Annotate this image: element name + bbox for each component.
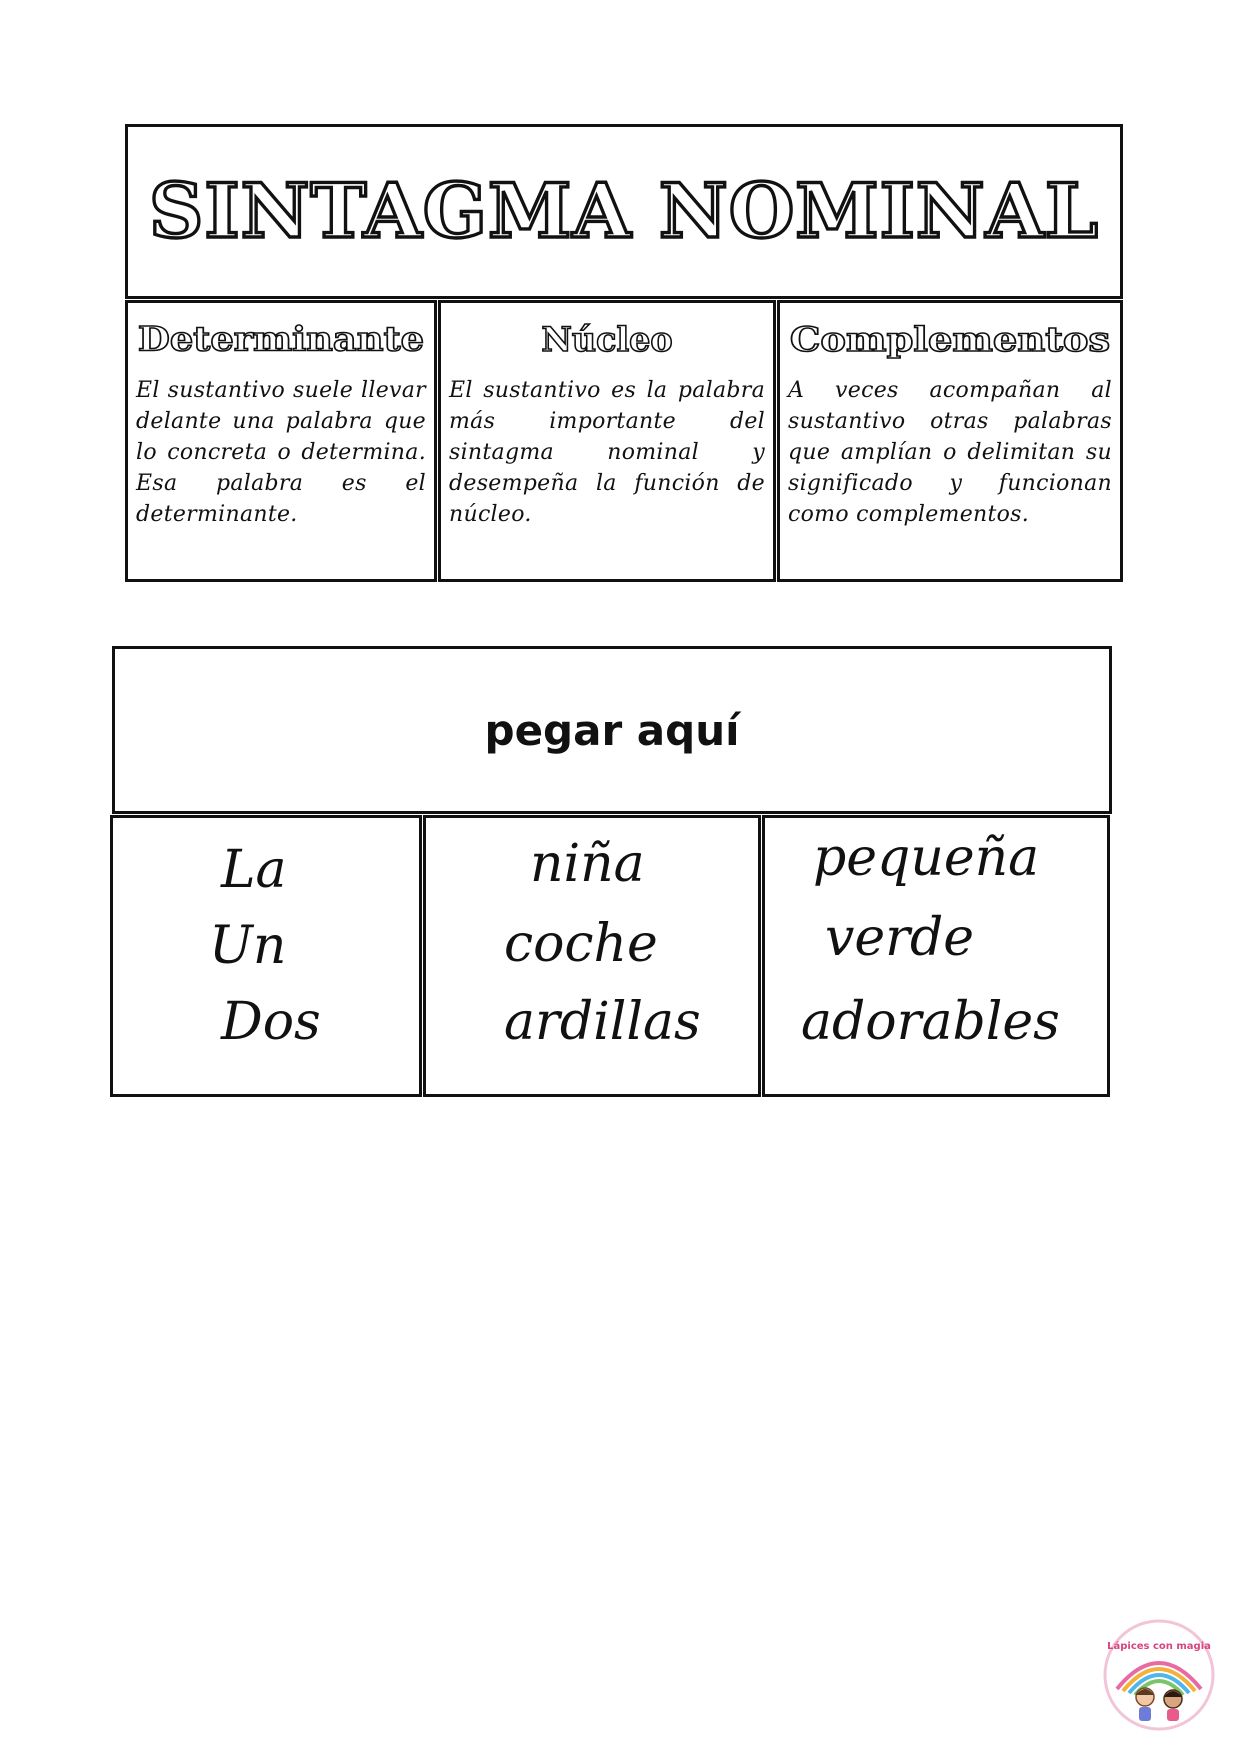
column-heading: Determinante: [137, 319, 425, 359]
heading-svg: [447, 307, 767, 369]
paste-area: [112, 646, 1112, 814]
logo-text: Lápices con magia: [1107, 1641, 1211, 1652]
words-column-determinante: [110, 815, 422, 1097]
column-text: El sustantivo suele llevar delante una palabra que lo concreta o determina. Esa palabra es el determinante.: [136, 378, 426, 527]
lapices-con-magia-logo: [1103, 1619, 1215, 1731]
column-text: A veces acompañan al sustantivo otras palabras que amplían o delimitan su significado y funcionan como complementos.: [788, 378, 1112, 527]
column-heading: Complementos: [789, 319, 1111, 359]
title-box: [125, 124, 1123, 299]
word-item: coche: [504, 914, 658, 974]
column-heading: Núcleo: [541, 319, 673, 359]
word-item: Un: [209, 916, 287, 976]
heading-svg: [786, 307, 1114, 369]
word-item: Dos: [221, 992, 321, 1052]
word-item: ardillas: [504, 992, 701, 1052]
paste-label: pegar aquí: [484, 705, 740, 755]
word-item: La: [221, 840, 287, 900]
word-item: adorables: [801, 992, 1060, 1052]
words-column-complementos: [762, 815, 1110, 1097]
info-column-determinante: [125, 300, 437, 582]
title-svg: [128, 127, 1120, 296]
word-item: verde: [825, 908, 975, 968]
word-item: pequeña: [813, 828, 1040, 888]
word-item: niña: [530, 834, 645, 894]
words-column-nucleo: [423, 815, 761, 1097]
info-column-complementos: [777, 300, 1123, 582]
info-column-nucleo: [438, 300, 776, 582]
column-text: El sustantivo es la palabra más importante del sintagma nominal y desempeña la función de núcleo.: [449, 378, 765, 527]
heading-svg: [134, 307, 428, 369]
page-title: SINTAGMA NOMINAL: [149, 166, 1099, 256]
